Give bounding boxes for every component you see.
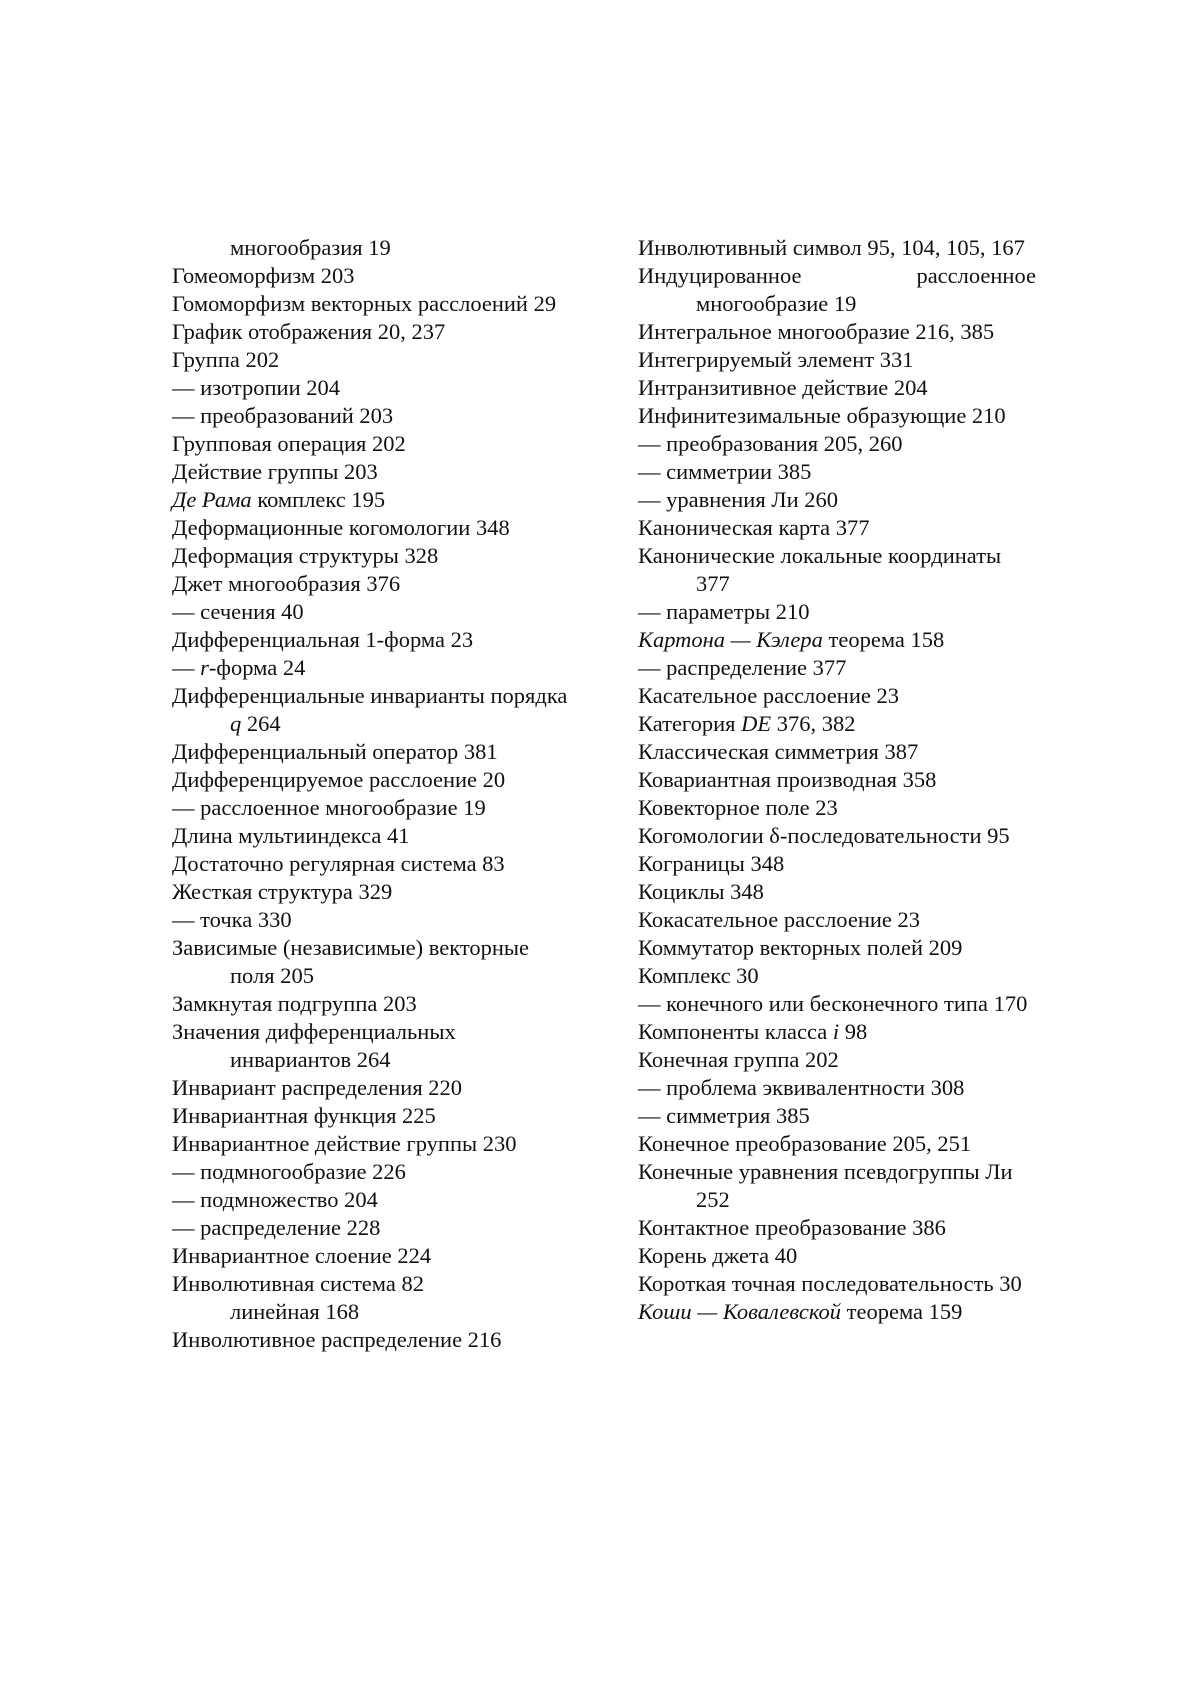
- entry-text: Инвариантная функция 225: [172, 1103, 436, 1128]
- entry-text: -форма 24: [209, 655, 305, 680]
- entry-text: Компоненты класса: [638, 1019, 833, 1044]
- entry-pages: 98: [839, 1019, 867, 1044]
- entry-text: График отображения 20, 237: [172, 319, 445, 344]
- entry-text: — точка 330: [172, 907, 292, 932]
- index-entry: [638, 542, 1036, 598]
- index-entry: [172, 1242, 572, 1270]
- entry-text: — расслоенное многообразие 19: [172, 795, 486, 820]
- index-entry: [172, 374, 572, 402]
- index-entry: [638, 962, 1036, 990]
- index-entry: [638, 1018, 1036, 1046]
- entry-text: Касательное расслоение 23: [638, 683, 899, 708]
- index-entry: [638, 654, 1036, 682]
- index-column-right: [638, 234, 1036, 1326]
- entry-text: теорема 159: [841, 1299, 962, 1324]
- index-entry: [638, 878, 1036, 906]
- entry-dash: —: [172, 655, 200, 680]
- index-entry: [172, 794, 572, 822]
- entry-text: Джет многообразия 376: [172, 571, 400, 596]
- index-entry: [172, 1102, 572, 1130]
- index-entry: [172, 850, 572, 878]
- index-entry: [172, 234, 572, 262]
- entry-text: — преобразований 203: [172, 403, 393, 428]
- index-entry: [172, 626, 572, 654]
- entry-text: линейная 168: [230, 1299, 359, 1324]
- index-entry: [172, 542, 572, 570]
- entry-italic-symbol: DE: [741, 711, 771, 736]
- entry-text: Комплекс 30: [638, 963, 759, 988]
- entry-text: — симметрии 385: [638, 459, 811, 484]
- entry-text: Кограницы 348: [638, 851, 784, 876]
- entry-text: Дифференциальный оператор 381: [172, 739, 498, 764]
- entry-text: — симметрия 385: [638, 1103, 810, 1128]
- entry-text: Инволютивное распределение 216: [172, 1327, 501, 1352]
- index-entry: [638, 486, 1036, 514]
- index-entry: [172, 598, 572, 626]
- entry-text: — конечного или бесконечного типа 170: [638, 991, 1027, 1016]
- index-entry: [172, 934, 572, 990]
- index-entry: [172, 290, 572, 318]
- entry-text: многообразия 19: [230, 235, 391, 260]
- entry-text: Группа 202: [172, 347, 279, 372]
- index-entry: [638, 598, 1036, 626]
- entry-text: Значения дифференциальных инвариантов 264: [172, 1019, 456, 1072]
- entry-italic-name: Картона — Кэлера: [638, 627, 823, 652]
- entry-italic-symbol: i: [833, 1019, 839, 1044]
- index-entry: [638, 738, 1036, 766]
- index-entry: [638, 234, 1036, 262]
- entry-text: комплекс 195: [252, 487, 385, 512]
- entry-text: Дифференцируемое расслоение 20: [172, 767, 505, 792]
- entry-text: Длина мультииндекса 41: [172, 823, 410, 848]
- index-entry: [638, 402, 1036, 430]
- entry-text: Ковекторное поле 23: [638, 795, 838, 820]
- index-entry: [172, 1326, 572, 1354]
- entry-text: Гомеоморфизм 203: [172, 263, 354, 288]
- index-entry: [638, 990, 1036, 1018]
- entry-italic-name: Де Рама: [172, 487, 252, 512]
- index-entry: [172, 1158, 572, 1186]
- index-entry: [172, 514, 572, 542]
- index-entry: [638, 794, 1036, 822]
- entry-text: Коциклы 348: [638, 879, 764, 904]
- index-entry: [172, 1074, 572, 1102]
- entry-text: Классическая симметрия 387: [638, 739, 918, 764]
- entry-text: Действие группы 203: [172, 459, 378, 484]
- index-entry: [638, 682, 1036, 710]
- index-column-left: [172, 234, 572, 1354]
- index-entry: [638, 458, 1036, 486]
- index-entry: [638, 374, 1036, 402]
- entry-text: Деформация структуры 328: [172, 543, 438, 568]
- index-entry: [638, 766, 1036, 794]
- entry-text: теорема 158: [823, 627, 944, 652]
- entry-text: Деформационные когомологии 348: [172, 515, 510, 540]
- index-entry: [638, 1270, 1036, 1298]
- entry-text: Канонические локальные координаты 377: [638, 543, 1001, 596]
- entry-italic-name: r: [200, 655, 209, 680]
- entry-text: Гомоморфизм векторных расслоений 29: [172, 291, 556, 316]
- entry-text: — распределение 377: [638, 655, 846, 680]
- index-entry: [638, 1046, 1036, 1074]
- index-entry: [172, 346, 572, 374]
- entry-text: Достаточно регулярная система 83: [172, 851, 505, 876]
- entry-italic-name: Коши — Ковалевской: [638, 1299, 841, 1324]
- index-entry: [172, 1214, 572, 1242]
- index-entry: [638, 318, 1036, 346]
- entry-text: — параметры 210: [638, 599, 809, 624]
- index-entry: [638, 1214, 1036, 1242]
- entry-text: Когомологии δ-последовательности 95: [638, 823, 1010, 848]
- index-entry: [172, 1130, 572, 1158]
- entry-text: — изотропии 204: [172, 375, 340, 400]
- index-entry: [638, 934, 1036, 962]
- index-entry: [172, 458, 572, 486]
- entry-text: — сечения 40: [172, 599, 304, 624]
- entry-text: Ковариантная производная 358: [638, 767, 936, 792]
- entry-text: Интегральное многообразие 216, 385: [638, 319, 994, 344]
- entry-text: — подмногообразие 226: [172, 1159, 406, 1184]
- entry-text: Жесткая структура 329: [172, 879, 392, 904]
- entry-text: Дифференциальная 1-форма 23: [172, 627, 473, 652]
- entry-text: Контактное преобразование 386: [638, 1215, 946, 1240]
- index-entry: [172, 318, 572, 346]
- index-entry: [638, 430, 1036, 458]
- entry-text: Инвариантное слоение 224: [172, 1243, 431, 1268]
- index-entry: [638, 1298, 1036, 1326]
- entry-text: Замкнутая подгруппа 203: [172, 991, 417, 1016]
- index-entry: [172, 1018, 572, 1074]
- index-entry: [638, 1130, 1036, 1158]
- entry-pages: 264: [241, 711, 280, 736]
- entry-text: — подмножество 204: [172, 1187, 378, 1212]
- index-entry: [172, 1270, 572, 1298]
- index-entry: [172, 766, 572, 794]
- index-entry: [172, 1298, 572, 1326]
- index-entry: [172, 262, 572, 290]
- index-page: [0, 0, 1200, 1698]
- entry-text: — преобразования 205, 260: [638, 431, 902, 456]
- index-entry: [638, 626, 1036, 654]
- index-entry: [638, 1242, 1036, 1270]
- entry-text: — распределение 228: [172, 1215, 380, 1240]
- entry-text: Инвариант распределения 220: [172, 1075, 462, 1100]
- entry-text: — уравнения Ли 260: [638, 487, 838, 512]
- entry-text: Инвариантное действие группы 230: [172, 1131, 517, 1156]
- entry-text: Конечное преобразование 205, 251: [638, 1131, 971, 1156]
- index-entry: [172, 682, 572, 738]
- index-entry: [638, 1102, 1036, 1130]
- entry-text: Категория: [638, 711, 741, 736]
- index-entry: [172, 430, 572, 458]
- index-entry: [638, 906, 1036, 934]
- entry-text: Конечная группа 202: [638, 1047, 839, 1072]
- entry-text: Инфинитезимальные образующие 210: [638, 403, 1006, 428]
- entry-text: Инволютивная система 82: [172, 1271, 424, 1296]
- index-entry: [172, 570, 572, 598]
- entry-text: Кокасательное расслоение 23: [638, 907, 920, 932]
- index-entry: [638, 1158, 1036, 1214]
- index-entry: [172, 738, 572, 766]
- index-entry: [638, 514, 1036, 542]
- index-entry: [172, 654, 572, 682]
- entry-text: Зависимые (независимые) векторные поля 205: [172, 935, 529, 988]
- entry-text: — проблема эквивалентности 308: [638, 1075, 964, 1100]
- entry-text: Корень джета 40: [638, 1243, 797, 1268]
- entry-pages: 376, 382: [771, 711, 855, 736]
- entry-text: Интегрируемый элемент 331: [638, 347, 913, 372]
- entry-text: Инволютивный символ 95, 104, 105, 167: [638, 235, 1025, 260]
- index-entry: [638, 710, 1036, 738]
- index-entry: [172, 486, 572, 514]
- index-entry: [638, 850, 1036, 878]
- index-entry: [172, 906, 572, 934]
- entry-text: Каноническая карта 377: [638, 515, 869, 540]
- entry-text: Дифференциальные инварианты порядка: [172, 683, 567, 708]
- entry-text: Индуцированное расслоенное многообразие 19: [638, 263, 1036, 316]
- entry-text: Короткая точная последовательность 30: [638, 1271, 1022, 1296]
- index-entry: [638, 822, 1036, 850]
- index-entry: [172, 402, 572, 430]
- index-entry: [172, 1186, 572, 1214]
- index-entry: [638, 346, 1036, 374]
- index-entry: [172, 878, 572, 906]
- entry-text: Групповая операция 202: [172, 431, 406, 456]
- index-entry: [638, 262, 1036, 318]
- index-entry: [172, 822, 572, 850]
- index-entry: [172, 990, 572, 1018]
- entry-italic-symbol: q: [230, 711, 241, 736]
- entry-text: Коммутатор векторных полей 209: [638, 935, 962, 960]
- entry-text: Конечные уравнения псевдогруппы Ли 252: [638, 1159, 1013, 1212]
- entry-text: Интранзитивное действие 204: [638, 375, 928, 400]
- index-entry: [638, 1074, 1036, 1102]
